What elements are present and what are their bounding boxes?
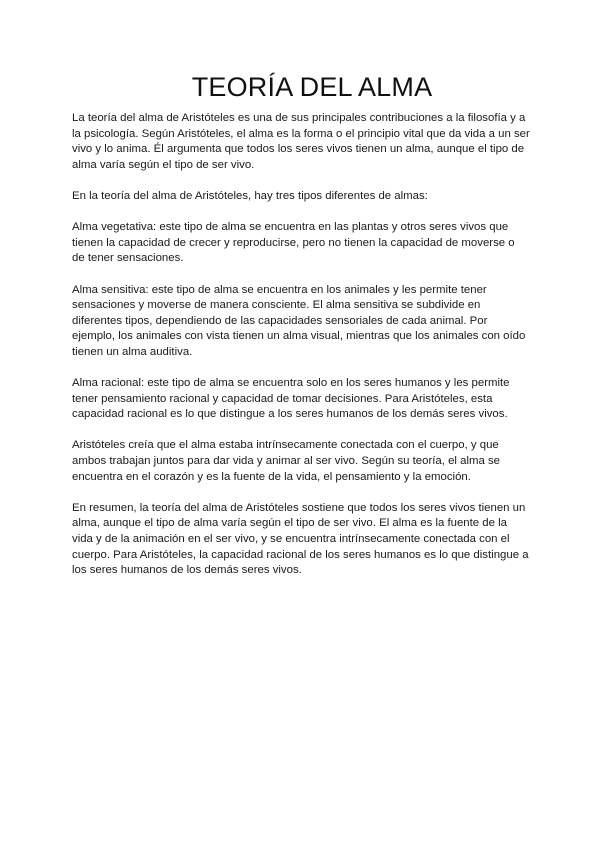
paragraph-resumen: En resumen, la teoría del alma de Aristóteles sostiene que todos los seres vivos tienen un alma, aunque el tipo de alma varía según el tipo de ser vivo. El alma es la fuente de la vida y de la animación en el ser vivo, y se encuentra intrínsecamente conectada con el cuerpo. Para Aristóteles, la capacidad racional de los seres humanos es lo que distingue a los seres humanos de los demás seres vivos. (72, 501, 529, 577)
paragraph-alma-vegetativa: Alma vegetativa: este tipo de alma se encuentra en las plantas y otros seres vivos que tienen la capacidad de crecer y reproducirse, pero no tienen la capacidad de moverse o de tener sensaciones. (72, 221, 515, 265)
paragraph-alma-racional: Alma racional: este tipo de alma se encuentra solo en los seres humanos y les permite tener pensamiento racional y capacidad de tomar decisiones. Para Aristóteles, esta capacidad racional es lo que distingue a los seres humanos de los demás seres vivos. (72, 377, 510, 421)
paragraph-intro: La teoría del alma de Aristóteles es una de sus principales contribuciones a la filosofía y a la psicología. Según Aristóteles, el alma es la forma o el principio vital que da vida a un ser vivo y lo anima. Él argumenta que todos los seres vivos tienen un alma, aunque el tipo de alma varía según el tipo de ser vivo. (72, 112, 530, 171)
paragraph-alma-cuerpo: Aristóteles creía que el alma estaba intrínsecamente conectada con el cuerpo, y que ambos trabajan juntos para dar vida y animar al ser vivo. Según su teoría, el alma se encuentra en el corazón y es la fuente de la vida, el pensamiento y la emoción. (72, 439, 501, 483)
paragraph-alma-sensitiva: Alma sensitiva: este tipo de alma se encuentra en los animales y les permite tener sensaciones y moverse de manera consciente. El alma sensitiva se subdivide en diferentes tipos, dependiendo de las capacidades sensoriales de cada animal. Por ejemplo, los animales con vista tienen un alma visual, mientras que los animales con oído tienen un alma auditiva. (72, 283, 526, 358)
paragraph-types-intro: En la teoría del alma de Aristóteles, hay tres tipos diferentes de almas: (72, 189, 428, 202)
page-title: TEORÍA DEL ALMA (191, 72, 433, 102)
